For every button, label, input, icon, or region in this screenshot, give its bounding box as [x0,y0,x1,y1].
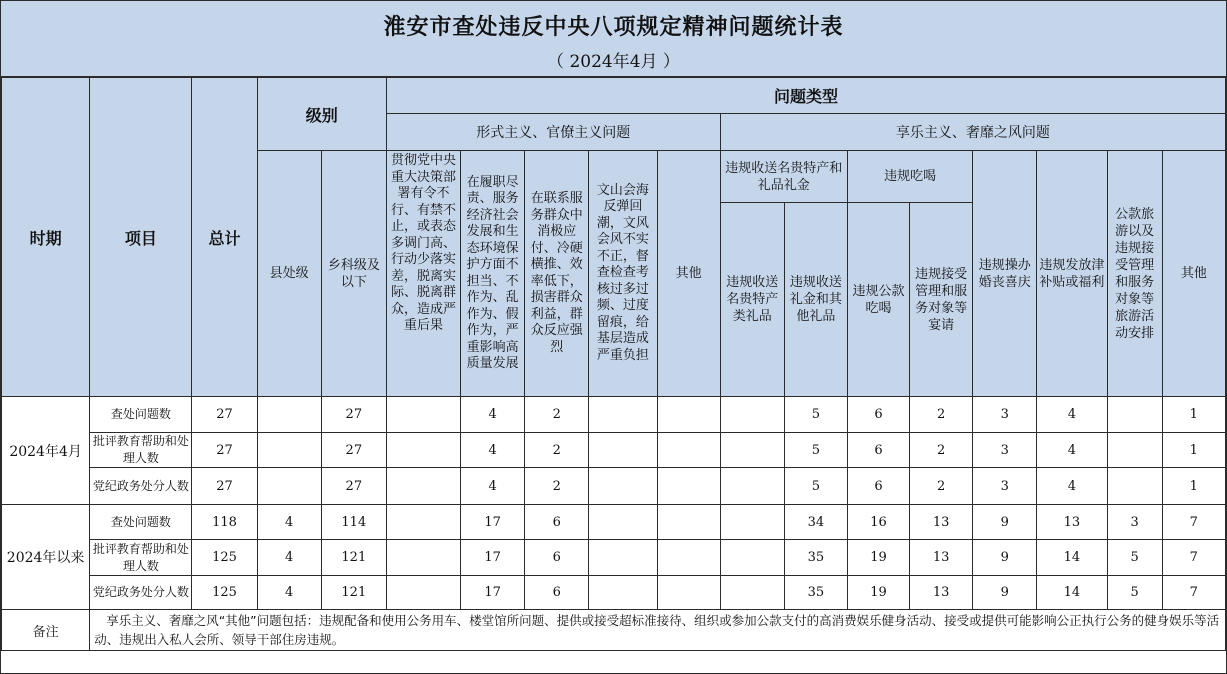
header-travel: 公款旅游以及违规接受管理和服务对象等旅游活动安排 [1107,151,1162,397]
value-cell: 35 [784,576,847,610]
value-cell [657,505,720,540]
value-cell [386,505,460,540]
value-cell [257,397,321,433]
header-formalism-1: 贯彻党中央重大决策部署有令不行、有禁不止，或表态多调门高、行动少落实差，脱离实际、脱离群众，造成严重后果 [386,151,460,397]
value-cell [386,576,460,610]
value-cell: 3 [973,397,1037,433]
header-allowance: 违规发放津补贴或福利 [1037,151,1107,397]
value-cell: 3 [973,468,1037,505]
header-township-level: 乡科级及以下 [321,151,386,397]
value-cell: 125 [192,540,257,576]
header-hedonism-other: 其他 [1162,151,1225,397]
page-title: 淮安市查处违反中央八项规定精神问题统计表 [383,15,844,40]
header-dine-public: 违规公款吃喝 [847,203,909,397]
value-cell: 114 [321,505,386,540]
value-cell: 27 [321,397,386,433]
period-cell: 2024年4月 [2,397,90,505]
value-cell [386,540,460,576]
note-label: 备注 [2,610,90,651]
value-cell: 4 [1037,433,1107,468]
value-cell: 2 [910,433,973,468]
value-cell: 35 [784,540,847,576]
item-cell: 批评教育帮助和处理人数 [90,540,192,576]
value-cell: 6 [525,540,589,576]
table-row [2,505,1226,540]
value-cell: 2 [525,397,589,433]
value-cell: 19 [847,540,909,576]
value-cell: 9 [973,576,1037,610]
value-cell: 125 [192,576,257,610]
table-body [2,397,1226,610]
value-cell [657,433,720,468]
value-cell: 17 [461,576,525,610]
value-cell [589,397,657,433]
header-county-level: 县处级 [257,151,321,397]
header-dining-group: 违规吃喝 [847,151,972,203]
header-gifts-group: 违规收送名贵特产和礼品礼金 [720,151,847,203]
value-cell [589,540,657,576]
value-cell: 7 [1162,505,1225,540]
value-cell: 118 [192,505,257,540]
value-cell [589,468,657,505]
value-cell: 4 [257,505,321,540]
header-issue-type: 问题类型 [386,78,1225,114]
value-cell: 13 [910,505,973,540]
value-cell [589,576,657,610]
value-cell [1107,433,1162,468]
value-cell: 27 [321,468,386,505]
value-cell: 16 [847,505,909,540]
value-cell: 2 [525,468,589,505]
header-formalism-3: 在联系服务群众中消极应付、冷硬横推、效率低下，损害群众利益，群众反应强烈 [525,151,589,397]
header-wedding: 违规操办婚丧喜庆 [973,151,1037,397]
stats-table [1,77,1226,651]
header-period: 时期 [2,78,90,397]
header-gift-cash: 违规收送礼金和其他礼品 [784,203,847,397]
value-cell: 14 [1037,540,1107,576]
value-cell [720,468,784,505]
value-cell: 34 [784,505,847,540]
value-cell: 3 [1107,505,1162,540]
value-cell: 2 [910,468,973,505]
value-cell [657,397,720,433]
value-cell: 7 [1162,540,1225,576]
value-cell: 1 [1162,397,1225,433]
item-cell: 查处问题数 [90,505,192,540]
item-cell: 党纪政务处分人数 [90,468,192,505]
value-cell: 7 [1162,576,1225,610]
value-cell: 4 [461,397,525,433]
header-formalism-4: 文山会海反弹回潮，文风会风不实不正，督查检查考核过多过频、过度留痕，给基层造成严重负担 [589,151,657,397]
value-cell: 13 [1037,505,1107,540]
value-cell [589,505,657,540]
value-cell: 5 [784,397,847,433]
value-cell [386,397,460,433]
item-cell: 批评教育帮助和处理人数 [90,433,192,468]
value-cell [720,397,784,433]
value-cell: 5 [784,433,847,468]
value-cell: 4 [461,433,525,468]
value-cell: 27 [192,468,257,505]
value-cell: 5 [784,468,847,505]
value-cell: 27 [192,433,257,468]
value-cell: 27 [192,397,257,433]
period-cell: 2024年以来 [2,505,90,610]
value-cell: 27 [321,433,386,468]
value-cell: 6 [847,397,909,433]
value-cell: 6 [847,433,909,468]
value-cell [657,468,720,505]
value-cell: 4 [1037,468,1107,505]
header-formalism-other: 其他 [657,151,720,397]
value-cell [386,468,460,505]
value-cell [720,576,784,610]
value-cell: 2 [910,397,973,433]
value-cell [257,468,321,505]
header-formalism-2: 在履职尽责、服务经济社会发展和生态环境保护方面不担当、不作为、乱作为、假作为，严重影响高质量发展 [461,151,525,397]
value-cell [1107,468,1162,505]
value-cell [657,540,720,576]
value-cell [657,576,720,610]
value-cell: 2 [525,433,589,468]
header-level: 级别 [257,78,386,151]
value-cell: 17 [461,505,525,540]
value-cell: 4 [461,468,525,505]
value-cell [720,505,784,540]
value-cell: 121 [321,576,386,610]
value-cell: 4 [257,540,321,576]
value-cell: 4 [1037,397,1107,433]
value-cell [257,433,321,468]
value-cell [1107,397,1162,433]
value-cell: 121 [321,540,386,576]
value-cell: 13 [910,540,973,576]
value-cell: 1 [1162,468,1225,505]
value-cell: 6 [525,505,589,540]
item-cell: 党纪政务处分人数 [90,576,192,610]
value-cell [720,433,784,468]
table-row [2,468,1226,505]
value-cell: 14 [1037,576,1107,610]
value-cell: 9 [973,505,1037,540]
value-cell [720,540,784,576]
value-cell: 17 [461,540,525,576]
value-cell: 6 [525,576,589,610]
value-cell: 5 [1107,540,1162,576]
note-text: 享乐主义、奢靡之风“其他”问题包括：违规配备和使用公务用车、楼堂馆所问题、提供或接受超标准接待、组织或参加公款支付的高消费娱乐健身活动、接受或提供可能影响公正执行公务的健身娱乐等活动、违规出入私人会所、领导干部住房违规。 [90,610,1226,651]
header-dine-banquet: 违规接受管理和服务对象等宴请 [910,203,973,397]
value-cell [386,433,460,468]
value-cell [589,433,657,468]
header-hedonism: 享乐主义、奢靡之风问题 [720,114,1225,151]
value-cell: 5 [1107,576,1162,610]
table-row [2,576,1226,610]
header-item: 项目 [90,78,192,397]
value-cell: 3 [973,433,1037,468]
header-total: 总计 [192,78,257,397]
value-cell: 6 [847,468,909,505]
value-cell: 1 [1162,433,1225,468]
value-cell: 19 [847,576,909,610]
table-row [2,397,1226,433]
header-gift-specialty: 违规收送名贵特产类礼品 [720,203,784,397]
header-formalism: 形式主义、官僚主义问题 [386,114,720,151]
value-cell: 13 [910,576,973,610]
value-cell: 9 [973,540,1037,576]
table-row [2,540,1226,576]
page-subtitle: （ 2024年4月 ） [547,52,680,72]
title-bar [1,1,1226,77]
value-cell: 4 [257,576,321,610]
table-row [2,433,1226,468]
item-cell: 查处问题数 [90,397,192,433]
